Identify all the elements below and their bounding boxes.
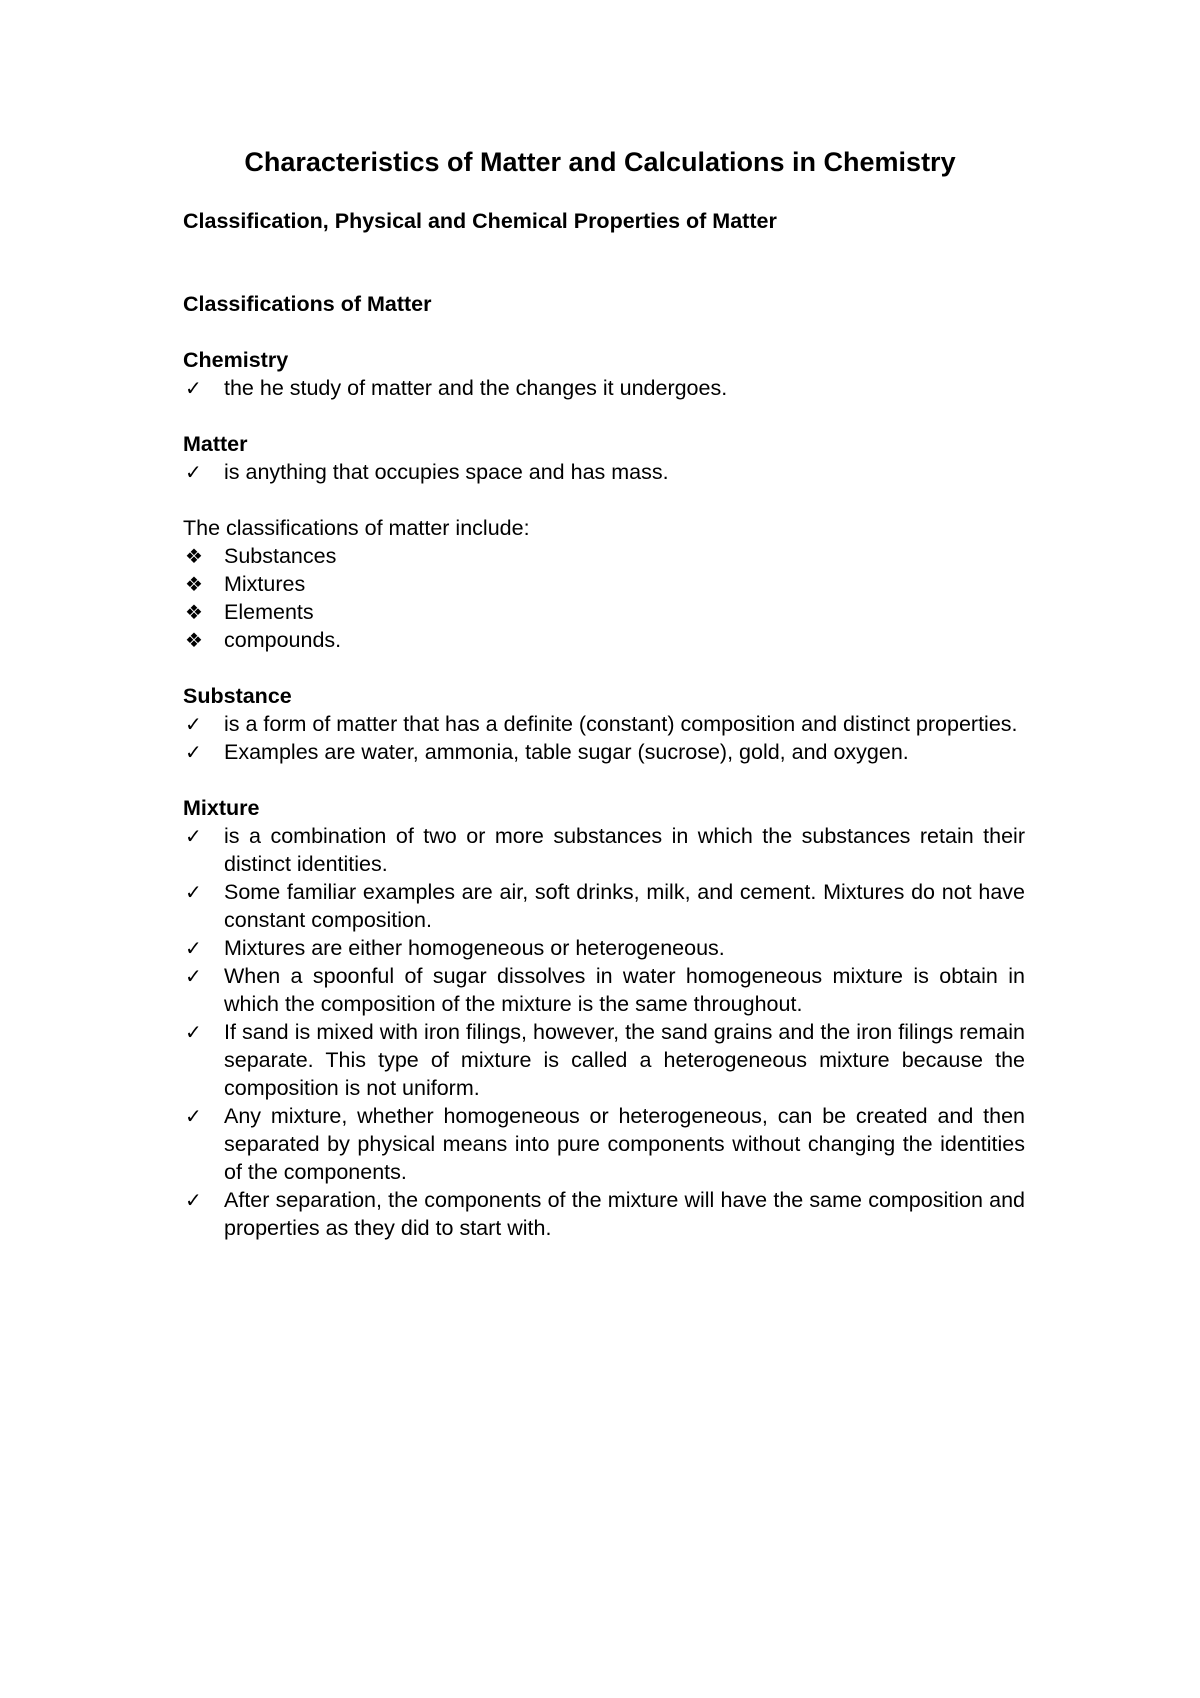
- check-icon: ✓: [185, 376, 202, 400]
- list-item: [183, 1102, 1025, 1186]
- list-item: [183, 570, 1025, 598]
- diamond-bullet-icon: ❖: [185, 544, 203, 568]
- document-body: [183, 207, 1025, 1270]
- list-item: [183, 1018, 1025, 1102]
- check-icon: ✓: [185, 964, 202, 988]
- list-item: [183, 878, 1025, 934]
- term-chemistry: Chemistry: [183, 348, 289, 372]
- list-item: [183, 374, 1025, 402]
- list-item: [183, 542, 1025, 570]
- list-item-text: is a form of matter that has a definite (constant) composition and distinct properties.: [224, 712, 1018, 736]
- list-item-text: Examples are water, ammonia, table sugar (sucrose), gold, and oxygen.: [224, 740, 909, 764]
- list-item: [183, 822, 1025, 878]
- diamond-bullet-icon: ❖: [185, 600, 203, 624]
- classifications-list: [183, 542, 1025, 654]
- section-heading: Classifications of Matter: [183, 292, 432, 316]
- list-item: [183, 934, 1025, 962]
- check-icon: ✓: [185, 936, 202, 960]
- term-mixture: Mixture: [183, 796, 260, 820]
- list-item-text: Mixtures: [224, 572, 306, 596]
- list-item-text: Elements: [224, 600, 314, 624]
- check-icon: ✓: [185, 880, 202, 904]
- check-icon: ✓: [185, 740, 202, 764]
- list-item: [183, 738, 1025, 766]
- list-item-text: After separation, the components of the mixture will have the same composition and properties as they did to start with.: [224, 1188, 1025, 1240]
- check-icon: ✓: [185, 1020, 202, 1044]
- list-item-text: Mixtures are either homogeneous or heterogeneous.: [224, 936, 725, 960]
- list-item: [183, 598, 1025, 626]
- mixture-list: [183, 822, 1025, 1242]
- check-icon: ✓: [185, 712, 202, 736]
- check-icon: ✓: [185, 1104, 202, 1128]
- classifications-intro: The classifications of matter include:: [183, 516, 530, 540]
- list-item: [183, 962, 1025, 1018]
- list-item-text: is anything that occupies space and has mass.: [224, 460, 669, 484]
- list-item: [183, 458, 1025, 486]
- document-subtitle: Classification, Physical and Chemical Properties of Matter: [183, 209, 777, 233]
- list-item-text: If sand is mixed with iron filings, however, the sand grains and the iron filings remain separate. This type of mixture is called a heterogeneous mixture because the composition is not uniform.: [224, 1020, 1025, 1100]
- term-substance: Substance: [183, 684, 292, 708]
- document-title: Characteristics of Matter and Calculations in Chemistry: [244, 147, 956, 177]
- list-item: [183, 710, 1025, 738]
- list-item: [183, 626, 1025, 654]
- list-item-text: is a combination of two or more substances in which the substances retain their distinct identities.: [224, 824, 1025, 876]
- diamond-bullet-icon: ❖: [185, 572, 203, 596]
- chemistry-list: [183, 374, 1025, 402]
- list-item: [183, 1186, 1025, 1242]
- term-matter: Matter: [183, 432, 248, 456]
- diamond-bullet-icon: ❖: [185, 628, 203, 652]
- matter-list: [183, 458, 1025, 486]
- check-icon: ✓: [185, 460, 202, 484]
- list-item-text: compounds.: [224, 628, 342, 652]
- list-item-text: When a spoonful of sugar dissolves in water homogeneous mixture is obtain in which the composition of the mixture is the same throughout.: [224, 964, 1025, 1016]
- list-item-text: Any mixture, whether homogeneous or heterogeneous, can be created and then separated by physical means into pure components without changing the identities of the components.: [224, 1104, 1025, 1184]
- list-item-text: Some familiar examples are air, soft drinks, milk, and cement. Mixtures do not have constant composition.: [224, 880, 1025, 932]
- check-icon: ✓: [185, 824, 202, 848]
- substance-list: [183, 710, 1025, 766]
- check-icon: ✓: [185, 1188, 202, 1212]
- list-item-text: Substances: [224, 544, 337, 568]
- list-item-text: the he study of matter and the changes it undergoes.: [224, 376, 728, 400]
